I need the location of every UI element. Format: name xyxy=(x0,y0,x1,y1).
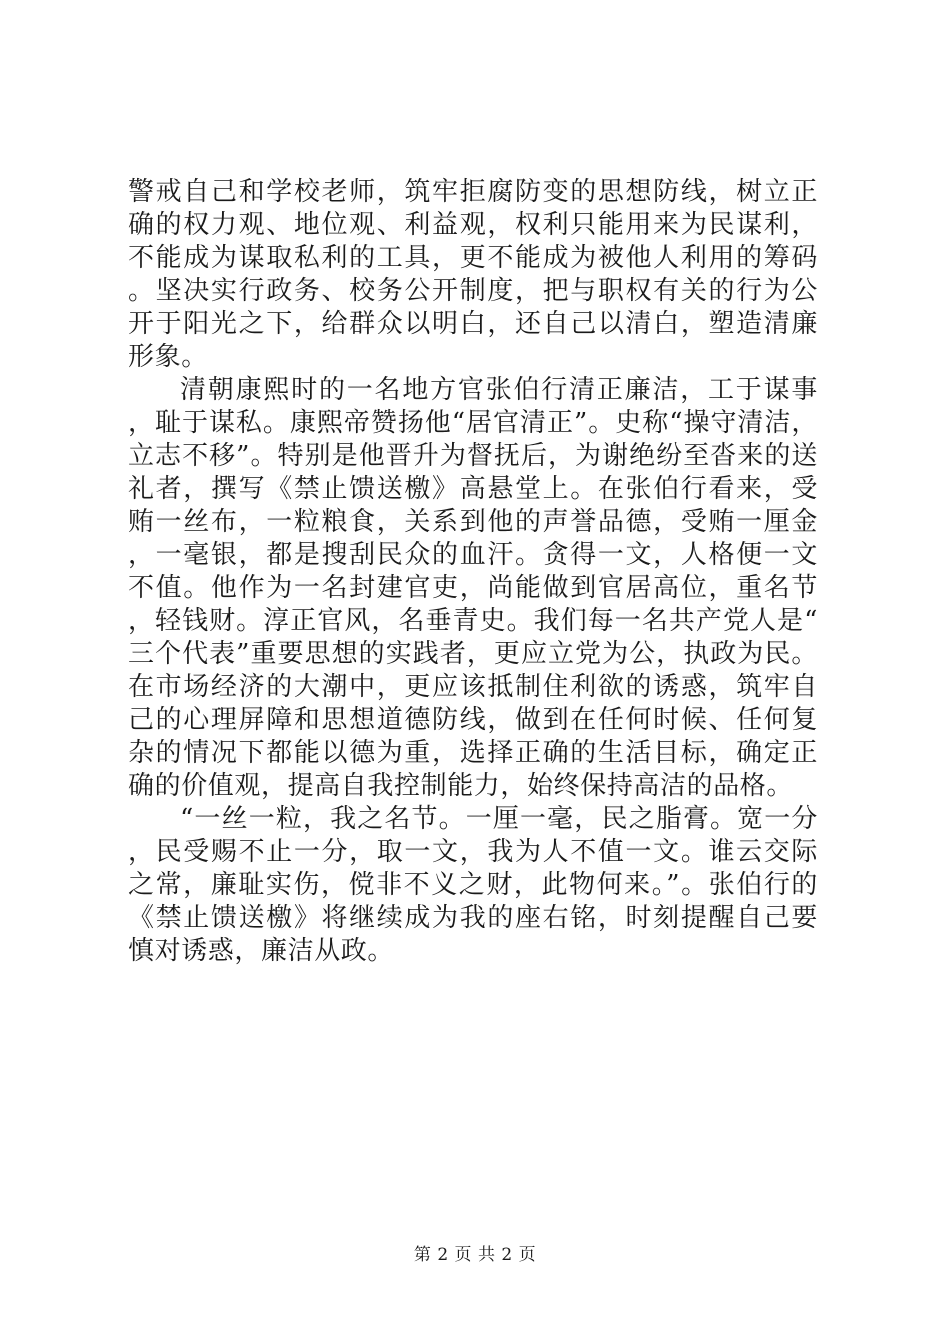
paragraph-2: 清朝康熙时的一名地方官张伯行清正廉洁，工于谋事，耻于谋私。康熙帝赞扬他“居官清正”。史称“操守清洁，立志不移”。特别是他晋升为督抚后，为谢绝纷至沓来的送礼者，撰写《禁止馈送檄》高悬堂上。在张伯行看来，受贿一丝布，一粒粮食，关系到他的声誉品德，受贿一厘金，一毫银，都是搜刮民众的血汗。贪得一文，人格便一文不值。他作为一名封建官吏，尚能做到官居高位，重名节，轻钱财。淳正官风，名垂青史。我们每一名共产党人是“三个代表”重要思想的实践者，更应立党为公，执政为民。在市场经济的大潮中，更应该抵制住利欲的诱惑，筑牢自己的心理屏障和思想道德防线，做到在任何时候、任何复杂的情况下都能以德为重，选择正确的生活目标，确定正确的价值观，提高自我控制能力，始终保持高洁的品格。 xyxy=(128,375,818,801)
document-body xyxy=(128,176,818,968)
page-number-footer: 第 2 页 共 2 页 xyxy=(413,1245,537,1265)
paragraph-3: “一丝一粒，我之名节。一厘一毫，民之脂膏。宽一分，民受赐不止一分，取一文，我为人不值一文。谁云交际之常，廉耻实伤，傥非不义之财，此物何来。”。张伯行的《禁止馈送檄》将继续成为我的座右铭，时刻提醒自己要慎对诱惑，廉洁从政。 xyxy=(128,804,818,966)
paragraph-1: 警戒自己和学校老师，筑牢拒腐防变的思想防线，树立正确的权力观、地位观、利益观，权利只能用来为民谋利，不能成为谋取私利的工具，更不能成为被他人利用的筹码。坚决实行政务、校务公开制度，把与职权有关的行为公开于阳光之下，给群众以明白，还自己以清白，塑造清廉形象。 xyxy=(128,177,818,372)
